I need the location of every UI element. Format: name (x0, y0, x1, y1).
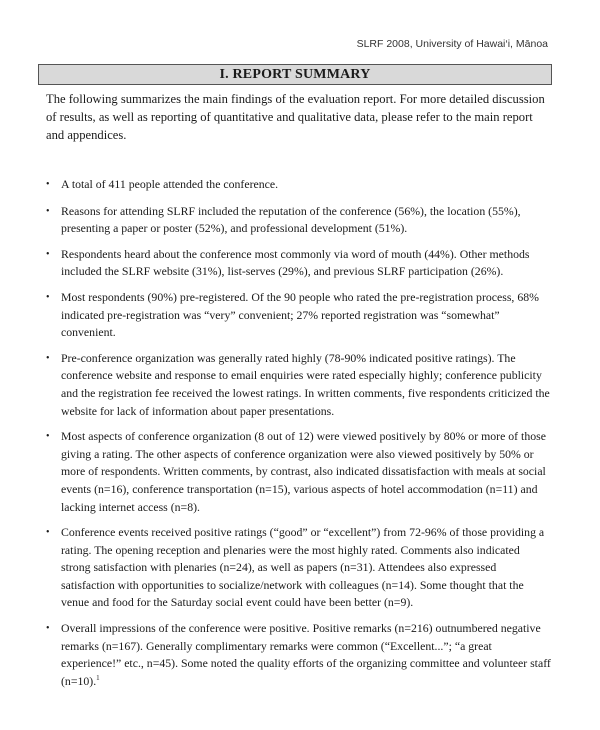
section-title-bar (38, 64, 552, 85)
bullet-icon: • (46, 248, 50, 260)
bullet-icon: • (46, 527, 50, 539)
list-item (46, 524, 552, 612)
finding-text: Respondents heard about the conference most commonly via word of mouth (44%). Other methods included the SLRF website (31%), list-serves (29%), and previous SLRF participation (26%). (61, 246, 530, 279)
list-item (46, 246, 552, 281)
bullet-icon: • (46, 623, 50, 635)
finding-text: Most respondents (90%) pre-registered. Of the 90 people who rated the pre-registration process, 68% indicated pre-registration was “very” convenient; 27% reported registration was “somewhat” convenient. (61, 289, 539, 340)
section-title: I. REPORT SUMMARY (219, 67, 371, 82)
finding-text: Most aspects of conference organization (8 out of 12) were viewed positively by 80% or more of those giving a rating. The other aspects of conference organization were also viewed positively by 50% or more of respondents. Written comments, by contrast, also indicated dissatisfaction with meals at social events (n=16), conference transportation (n=15), various aspects of hotel accommodation (n=11) and lacking internet access (n=8). (61, 429, 546, 514)
finding-text: Reasons for attending SLRF included the reputation of the conference (56%), the location (55%), presenting a paper or poster (52%), and professional development (51%). (61, 203, 521, 236)
bullet-icon: • (46, 205, 50, 217)
bullet-icon: • (46, 179, 50, 190)
document-source-note: SLRF 2008, University of Hawai‘i, Mānoa (356, 38, 548, 50)
list-item (46, 620, 552, 690)
finding-text: A total of 411 people attended the conference. (61, 177, 279, 191)
finding-text: Pre-conference organization was generally rated highly (78-90% indicated positive ratings). The conference website and response to email enquiries were rated especially highly; conference publicity and the registration fee received the lowest ratings. In written comments, five respondents criticized the website for lack of information about paper presentations. (61, 350, 550, 418)
findings-list (46, 176, 552, 698)
bullet-icon: • (46, 431, 50, 443)
finding-text: Overall impressions of the conference were positive. Positive remarks (n=216) outnumbered negative remarks (n=167). Generally complimentary remarks were common (“Excellent...”; “a great experience!” etc., n=45). Some noted the quality efforts of the organizing committee and volunteer staff (n=10). (61, 621, 551, 688)
list-item (46, 289, 552, 342)
bullet-icon: • (46, 291, 50, 303)
list-item (46, 176, 552, 194)
intro-paragraph: The following summarizes the main findings of the evaluation report. For more detailed discussion of results, as well as reporting of quantitative and qualitative data, please refer to the main report and appendices. (46, 92, 545, 142)
finding-text: Conference events received positive ratings (“good” or “excellent”) from 72-96% of those providing a rating. The opening reception and plenaries were the most highly rated. Comments also indicated strong satisfaction with plenaries (n=24), as well as papers (n=31). Attendees also expressed satisfaction with opportunities to socialize/network with colleagues (n=14). Some thought that the venue and food for the Saturday social event could have been better (n=9). (61, 525, 545, 610)
list-item (46, 428, 552, 516)
footnote-marker[interactable]: 1 (96, 673, 100, 682)
list-item (46, 203, 552, 238)
list-item (46, 350, 552, 420)
bullet-icon: • (46, 352, 50, 364)
